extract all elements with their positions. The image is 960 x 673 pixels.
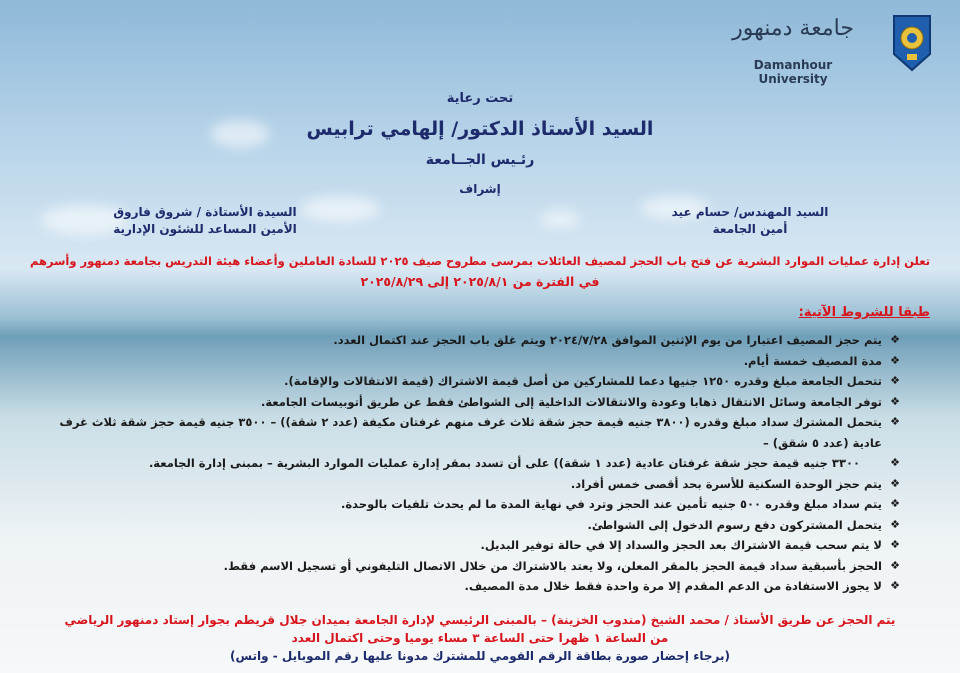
footer-line-3: (برجاء إحضار صورة بطاقة الرقم القومي للمشترك مدونا عليها رقم الموبايل - واتس) xyxy=(230,649,730,663)
announcement-line-1: تعلن إدارة عمليات الموارد البشرية عن فتح باب الحجز لمصيف العائلات بمرسى مطروح صيف ٢٠٢٥ للسادة العاملين وأعضاء هيئة التدريس بجامعة دمنهور وأسرهم xyxy=(29,254,931,268)
announcement-line-2: في الفترة من ٢٠٢٥/٨/١ إلى ٢٠٢٥/٨/٢٩ xyxy=(360,274,600,289)
list-item: ❖ توفر الجامعة وسائل الانتقال ذهابا وعودة والانتقالات الداخلية إلى الشواطئ فقط عن طريق أتوبيسات الجامعة. xyxy=(40,392,900,413)
supervision-label: إشراف xyxy=(459,182,501,196)
footer-line-2: من الساعة ١ ظهرا حتى الساعة ٣ مساء يوميا وحتى اكتمال العدد xyxy=(291,631,669,645)
list-item: ❖ لا يجوز الاستفادة من الدعم المقدم إلا مرة واحدة فقط خلال مدة المصيف. xyxy=(40,576,900,597)
official-left-name: السيدة الأستاذة / شروق فاروق xyxy=(113,205,297,219)
official-right-name: السيد المهندس/ حسام عيد xyxy=(671,205,829,219)
list-item: ❖ مدة المصيف خمسة أيام. xyxy=(40,351,900,372)
conditions-list xyxy=(40,330,900,597)
patronage-label: تحت رعاية xyxy=(446,91,514,106)
list-item: ❖ لا يتم سحب قيمة الاشتراك بعد الحجز والسداد إلا في حالة توفير البديل. xyxy=(40,535,900,556)
president-name: السيد الأستاذ الدكتور/ إلهامي ترابيس xyxy=(306,118,654,140)
list-item: ❖ يتم حجز الوحدة السكنية للأسرة بحد أقصى خمس أفراد. xyxy=(40,474,900,495)
list-item: ❖ يتحمل المشترك سداد مبلغ وقدره (٣٨٠٠ جنيه قيمة حجز شقة ثلاث غرف منهم غرفتان مكيفة (عدد ٢ شقة)) – ٣٥٠٠ جنيه قيمة حجز شقة ثلاث غرف عادية (عدد ٥ شقق) – xyxy=(40,412,900,453)
list-item: ❖ يتحمل المشتركون دفع رسوم الدخول إلى الشواطئ. xyxy=(40,515,900,536)
footer-line-1: يتم الحجز عن طريق الأستاذ / محمد الشيخ (مندوب الخزينة) – بالمبنى الرئيسي لإدارة الجامعة بميدان جلال قريطم بجوار إستاد دمنهور الرياضي xyxy=(64,613,896,627)
university-name-arabic: جامعة دمنهور xyxy=(732,16,854,41)
list-item: ❖ يتم سداد مبلغ وقدره ٥٠٠ جنيه تأمين عند الحجز وترد في نهاية المدة ما لم يحدث تلفيات بالوحدة. xyxy=(40,494,900,515)
official-right-title: أمين الجامعة xyxy=(712,222,788,236)
university-name-english: Damanhour University xyxy=(753,58,833,86)
list-item: ❖ الحجز بأسبقية سداد قيمة الحجز بالمقر المعلن، ولا يعتد بالاشتراك من خلال الاتصال التليفوني أو تسجيل الاسم فقط. xyxy=(40,556,900,577)
list-item: ❖ ٣٣٠٠ جنيه قيمة حجز شقة غرفتان عادية (عدد ١ شقة)) على أن تسدد بمقر إدارة عمليات الموارد البشرية – بمبنى إدارة الجامعة. xyxy=(40,453,900,474)
conditions-heading: طبقا للشروط الآتية: xyxy=(798,305,930,320)
list-item: ❖ تتحمل الجامعة مبلغ وقدره ١٢٥٠ جنيها دعما للمشاركين من أصل قيمة الاشتراك (قيمة الانتقالات والإقامة). xyxy=(40,371,900,392)
list-item: ❖ يتم حجز المصيف اعتبارا من يوم الإثنين الموافق ٢٠٢٤/٧/٢٨ ويتم غلق باب الحجز عند اكتمال العدد. xyxy=(40,330,900,351)
university-logo-icon xyxy=(890,14,934,72)
official-left-title: الأمين المساعد للشئون الإدارية xyxy=(113,222,297,236)
president-title: رئـيس الجــامعة xyxy=(425,152,535,168)
